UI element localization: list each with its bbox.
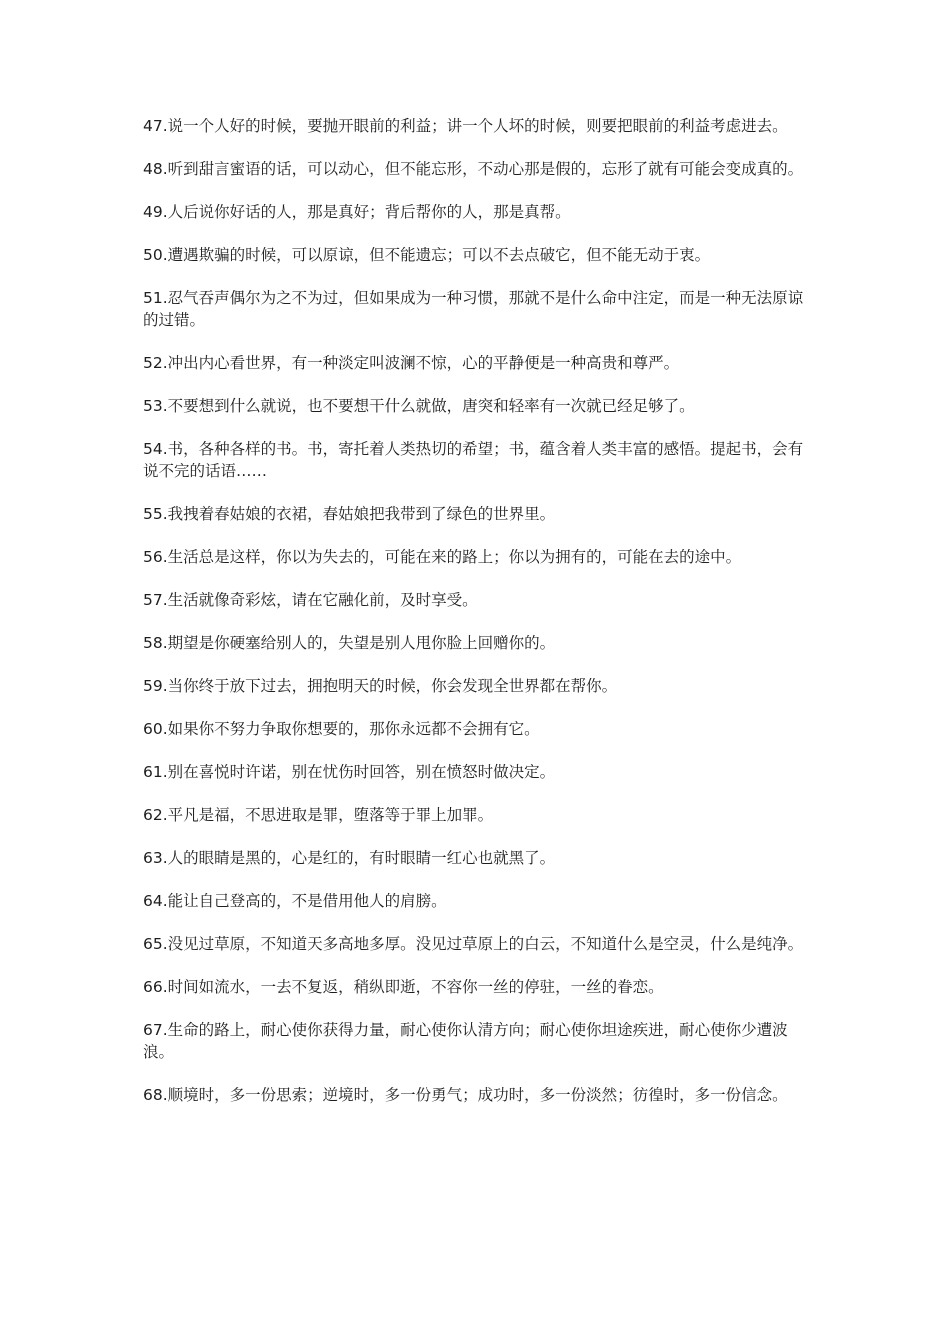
paragraph-54: 54.书，各种各样的书。书，寄托着人类热切的希望；书，蕴含着人类丰富的感悟。提起书，会有说不完的话语……: [143, 440, 804, 480]
paragraph-65: 65.没见过草原，不知道天多高地多厚。没见过草原上的白云，不知道什么是空灵，什么是纯净。: [143, 935, 804, 953]
paragraph-60: 60.如果你不努力争取你想要的，那你永远都不会拥有它。: [143, 720, 540, 738]
paragraph-49: 49.人后说你好话的人，那是真好；背后帮你的人，那是真帮。: [143, 203, 571, 221]
paragraph-63: 63.人的眼睛是黑的，心是红的，有时眼睛一红心也就黑了。: [143, 849, 556, 867]
paragraph-56: 56.生活总是这样，你以为失去的，可能在来的路上；你以为拥有的，可能在去的途中。: [143, 548, 742, 566]
paragraph-58: 58.期望是你硬塞给别人的，失望是别人甩你脸上回赠你的。: [143, 634, 556, 652]
paragraph-67: 67.生命的路上，耐心使你获得力量，耐心使你认清方向；耐心使你坦途疾进，耐心使你少遭波浪。: [143, 1021, 788, 1061]
paragraph-47: 47.说一个人好的时候，要抛开眼前的利益；讲一个人坏的时候，则要把眼前的利益考虑进去。: [143, 117, 788, 135]
paragraph-66: 66.时间如流水，一去不复返，稍纵即逝，不容你一丝的停驻，一丝的眷恋。: [143, 978, 664, 996]
document-body: [143, 115, 813, 1127]
paragraph-61: 61.别在喜悦时许诺，别在忧伤时回答，别在愤怒时做决定。: [143, 763, 556, 781]
paragraph-57: 57.生活就像奇彩炫，请在它融化前，及时享受。: [143, 591, 478, 609]
paragraph-55: 55.我拽着春姑娘的衣裙，春姑娘把我带到了绿色的世界里。: [143, 505, 556, 523]
paragraph-62: 62.平凡是福，不思进取是罪，堕落等于罪上加罪。: [143, 806, 494, 824]
paragraph-51: 51.忍气吞声偶尔为之不为过，但如果成为一种习惯，那就不是什么命中注定，而是一种无法原谅的过错。: [143, 289, 804, 329]
paragraph-64: 64.能让自己登高的，不是借用他人的肩膀。: [143, 892, 447, 910]
paragraph-52: 52.冲出内心看世界，有一种淡定叫波澜不惊，心的平静便是一种高贵和尊严。: [143, 354, 680, 372]
paragraph-59: 59.当你终于放下过去，拥抱明天的时候，你会发现全世界都在帮你。: [143, 677, 618, 695]
paragraph-68: 68.顺境时，多一份思索；逆境时，多一份勇气；成功时，多一份淡然；彷徨时，多一份信念。: [143, 1086, 788, 1104]
paragraph-48: 48.听到甜言蜜语的话，可以动心，但不能忘形，不动心那是假的，忘形了就有可能会变成真的。: [143, 160, 804, 178]
paragraph-50: 50.遭遇欺骗的时候，可以原谅，但不能遗忘；可以不去点破它，但不能无动于衷。: [143, 246, 711, 264]
paragraph-53: 53.不要想到什么就说，也不要想干什么就做，唐突和轻率有一次就已经足够了。: [143, 397, 695, 415]
